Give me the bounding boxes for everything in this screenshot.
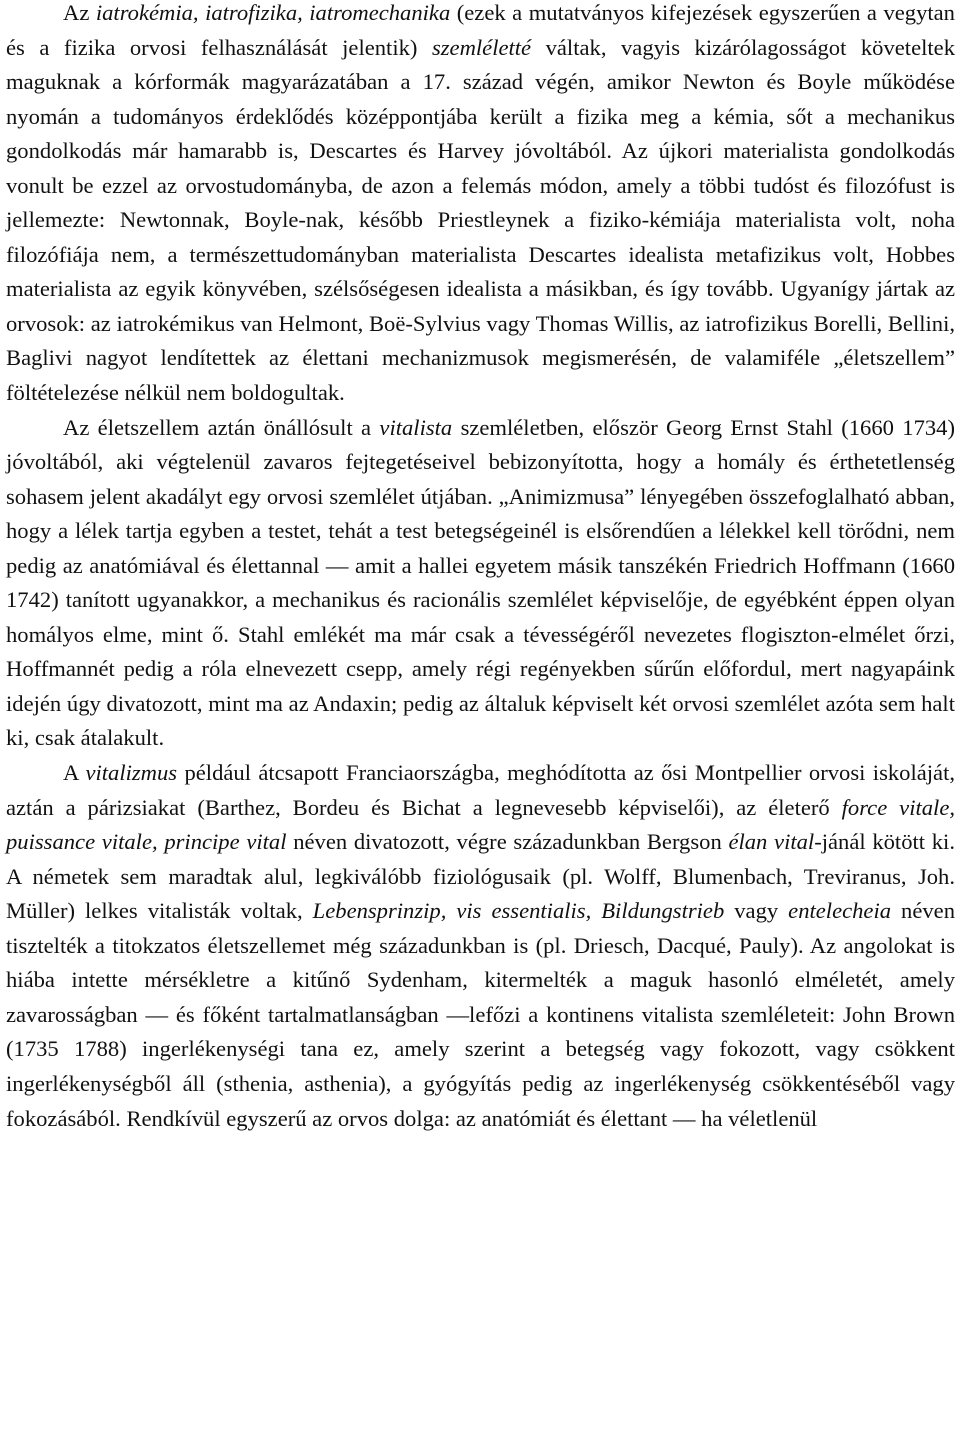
text-span: (ezek a mutatványos kifejezések egyszerűen a vegytan és a fizika orvosi felhasználását jelentik) — [6, 0, 955, 60]
paragraph-1 — [6, 0, 955, 411]
text-span: néven divatozott, végre századunkban Bergson — [286, 829, 729, 855]
italic-text-span: vitalizmus — [85, 760, 178, 786]
paragraph-3 — [6, 756, 955, 1136]
text-span: szemléletben, először Georg Ernst Stahl (1660 1734) jóvoltából, aki végtelenül zavaros fejtegetéseivel bebizonyította, hogy a homály és érthetetlenség sohasem jelent akadályt egy orvosi szemlélet útjában. „Animizmusa” lényegében összefoglalható abban, hogy a lélek tartja egyben a testet, tehát a test betegségeinél is elsőrendűen a lélekkel kell törődni, nem pedig az anatómiával és élettannal — amit a hallei egyetem másik tanszékén Friedrich Hoffmann (1660 1742) tanított ugyanakkor, a mechanikus és racionális szemlélet képviselője, de egyébként éppen olyan homályos elme, mint ő. Stahl emlékét ma már csak a tévességéről nevezetes flogiszton-elmélet őrzi, Hoffmannét pedig a róla elnevezett csepp, amely régi regényekben sűrűn előfordul, mert nagyapáink idején úgy divatozott, mint ma az Andaxin; pedig az általuk képviselt két orvosi szemlélet azóta sem halt ki, csak átalakult. — [6, 414, 955, 751]
italic-text-span: entelecheia — [788, 898, 892, 924]
italic-text-span: Lebensprinzip, vis essentialis, Bildungstrieb — [312, 898, 725, 924]
italic-text-span: force vitale, puissance vitale, principe vital — [6, 794, 956, 855]
text-span: váltak, vagyis kizárólagosságot követeltek maguknak a kórformák magyarázatában a 17. század végén, amikor Newton és Boyle működése nyomán a tudományos érdeklődés középpontjába került a fizika meg a kémia, sőt a mechanikus gondolkodás már hamarabb is, Descartes és Harvey jóvoltából. Az újkori materialista gondolkodás vonult be ezzel az orvostudományba, de azon a felemás módon, amely a többi tudóst és filozófust is jellemezte: Newtonnak, Boyle-nak, később Priestleynek a fiziko-kémiája materialista volt, noha filozófiája nem, a természettudományban materialista Descartes idealista metafizikus volt, Hobbes materialista az egyik könyvében, szélsőségesen idealista a másikban, és így tovább. Ugyanígy jártak az orvosok: az iatrokémikus van Helmont, Boë-Sylvius vagy Thomas Willis, az iatrofizikus Borelli, Bellini, Baglivi nagyot lendítettek az élettani mechanizmusok megismerésén, de valamiféle „életszellem” föltételezése nélkül nem boldogultak. — [6, 34, 955, 406]
text-span: -jánál kötött ki. A németek sem maradtak alul, legkiválóbb fiziológusaik (pl. Wolff, Blumenbach, Treviranus, Joh. Müller) lelkes vitalisták voltak, — [6, 829, 955, 924]
text-span: A — [63, 760, 86, 786]
text-span: Az — [63, 0, 96, 25]
paragraph-2 — [6, 411, 955, 756]
italic-text-span: iatrokémia, iatrofizika, iatromechanika — [95, 0, 451, 25]
italic-text-span: élan vital — [728, 829, 815, 855]
italic-text-span: szemléletté — [431, 34, 532, 60]
text-span: például átcsapott Franciaországba, meghódította az ősi Montpellier orvosi iskoláját, aztán a párizsiakat (Barthez, Bordeu és Bichat a legnevesebb képviselői), az életerő — [6, 760, 955, 820]
text-span: vagy — [724, 898, 789, 924]
text-span: néven tisztelték a titokzatos életszellemet még századunkban is (pl. Driesch, Dacqué, Pauly). Az angolokat is hiába intette mérsékletre a kitűnő Sydenham, kitermelték a maguk hasonló elméletét, amely zavarosságban — és főként tartalmatlanságban —lefőzi a kontinens vitalista szemléleteit: John Brown (1735 1788) ingerlékenységi tana ez, amely szerint a betegség vagy fokozott, vagy csökkent ingerlékenységből áll (sthenia, asthenia), a gyógyítás pedig az ingerlékenység csökkentéséből vagy fokozásából. Rendkívül egyszerű az orvos dolga: az anatómiát és élettant — ha véletlenül — [6, 898, 955, 1131]
text-span: Az életszellem aztán önállósult a — [63, 414, 380, 440]
italic-text-span: vitalista — [379, 414, 453, 440]
